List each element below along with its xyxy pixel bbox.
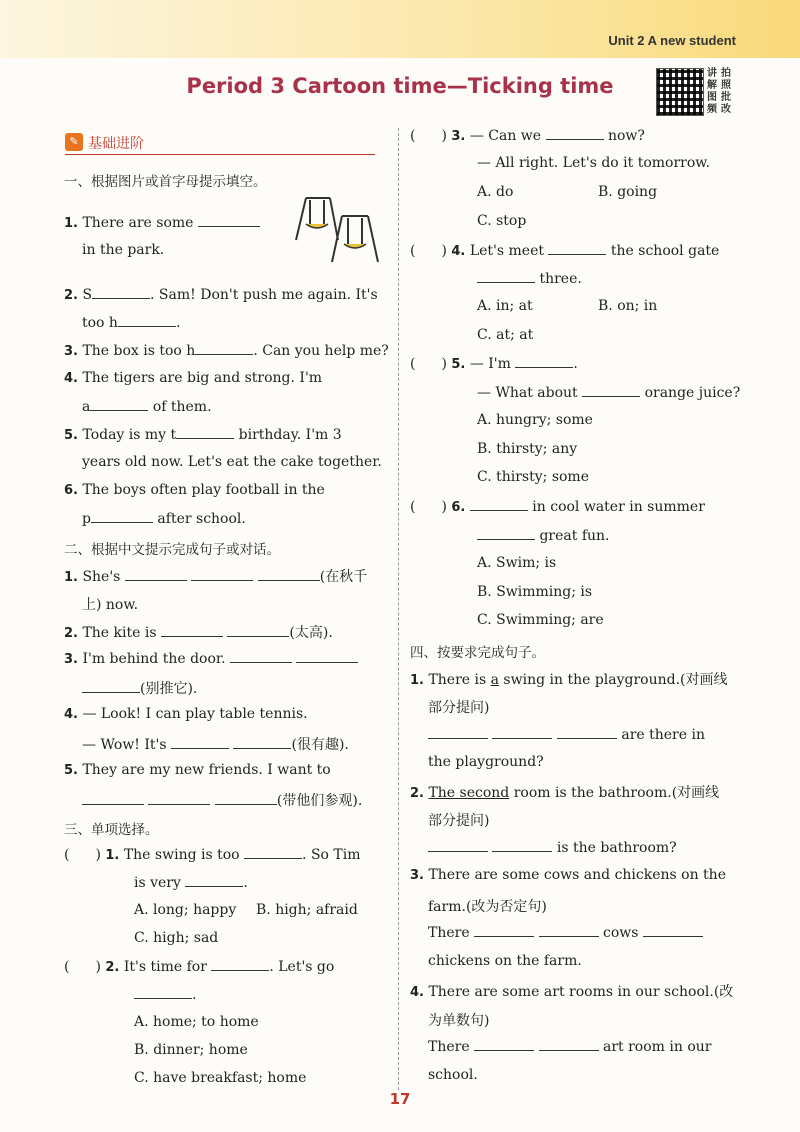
p2-q5: 5. They are my new friends. I want to xyxy=(64,762,331,778)
p3-q5-opt-a[interactable]: A. hungry; some xyxy=(477,412,593,428)
p3-q1-opt-b[interactable]: B. high; afraid xyxy=(256,902,358,918)
p4-q2-cont: 部分提问) xyxy=(428,813,490,829)
blank[interactable] xyxy=(548,242,606,255)
p3-q5-opt-b[interactable]: B. thirsty; any xyxy=(477,441,578,457)
p1-q1: 1. There are some xyxy=(64,214,260,231)
blank[interactable] xyxy=(557,726,617,739)
blank[interactable] xyxy=(477,527,535,540)
p1-q6-cont: p after school. xyxy=(82,511,246,527)
blank[interactable] xyxy=(582,384,640,397)
blank[interactable] xyxy=(546,127,604,140)
p1-q2-cont: too h . xyxy=(82,315,181,331)
blank[interactable] xyxy=(492,839,552,852)
p1-q5-cont: years old now. Let's eat the cake together. xyxy=(82,454,382,470)
p1-q5: 5. Today is my t birthday. I'm 3 xyxy=(64,427,342,443)
p1-q1-cont: in the park. xyxy=(82,242,165,258)
p4-q4-cont: 为单数句) xyxy=(428,1013,490,1029)
part3-heading: 三、单项选择。 xyxy=(64,822,159,838)
page-number: 17 xyxy=(389,1090,411,1108)
p3-q5-cont: — What about orange juice? xyxy=(477,385,741,401)
blank[interactable] xyxy=(539,1038,599,1051)
p3-q2: ( ) 2. It's time for . Let's go xyxy=(64,959,335,975)
p3-q5: ( ) 5. — I'm . xyxy=(410,356,578,372)
p3-q2-cont: . xyxy=(134,986,196,1003)
p4-q1-cont: 部分提问) xyxy=(428,700,490,716)
p3-q1-opt-c[interactable]: C. high; sad xyxy=(134,930,219,946)
p4-q3-cont2: chickens on the farm. xyxy=(428,953,582,969)
p4-q4-cont2: school. xyxy=(428,1067,478,1083)
blank[interactable] xyxy=(539,924,599,937)
p4-q2-answer: is the bathroom? xyxy=(428,839,677,856)
part4-heading: 四、按要求完成句子。 xyxy=(410,645,545,661)
p3-q4: ( ) 4. Let's meet the school gate xyxy=(410,243,720,259)
blank[interactable] xyxy=(474,924,534,937)
section-badge: 基础进阶 xyxy=(88,136,144,152)
p4-q2: 2. The second room is the bathroom.(对画线 xyxy=(410,785,720,801)
p3-q6-opt-b[interactable]: B. Swimming; is xyxy=(477,584,593,600)
p3-q4-opt-c[interactable]: C. at; at xyxy=(477,327,534,343)
p2-q5-cont: (带他们参观). xyxy=(82,790,362,810)
p3-q4-opt-b[interactable]: B. on; in xyxy=(598,298,658,314)
p3-q4-opt-a[interactable]: A. in; at xyxy=(477,298,533,314)
blank[interactable] xyxy=(643,924,703,937)
p4-q4: 4. There are some art rooms in our school.(改 xyxy=(410,984,734,1000)
unit-label: Unit 2 A new student xyxy=(608,33,736,48)
p3-q3-opt-a[interactable]: A. do xyxy=(477,184,514,200)
pencil-icon: ✎ xyxy=(65,133,83,151)
p3-q6-cont: great fun. xyxy=(477,527,609,544)
p4-q1: 1. There is a swing in the playground.(对画线 xyxy=(410,672,728,688)
p3-q3-opt-b[interactable]: B. going xyxy=(598,184,658,200)
p4-q1-answer: are there in xyxy=(428,726,705,743)
p2-q3: 3. I'm behind the door. xyxy=(64,650,358,667)
p2-q4: 4. — Look! I can play table tennis. xyxy=(64,706,308,722)
p3-q1-cont: is very . xyxy=(134,875,248,891)
p4-q3-answer: There cows xyxy=(428,924,703,941)
p3-q2-opt-b[interactable]: B. dinner; home xyxy=(134,1042,248,1058)
part2-heading: 二、根据中文提示完成句子或对话。 xyxy=(64,542,280,558)
p1-q6: 6. The boys often play football in the xyxy=(64,482,325,498)
p3-q4-cont: three. xyxy=(477,270,582,287)
p4-q3: 3. There are some cows and chickens on the xyxy=(410,867,726,883)
p3-q3-opt-c[interactable]: C. stop xyxy=(477,213,527,229)
p1-q4: 4. The tigers are big and strong. I'm xyxy=(64,370,323,386)
p1-q3: 3. The box is too h . Can you help me? xyxy=(64,343,389,359)
p2-q1-cont: 上) now. xyxy=(82,597,139,613)
p4-q4-answer: There art room in our xyxy=(428,1039,712,1055)
p3-q2-opt-c[interactable]: C. have breakfast; home xyxy=(134,1070,307,1086)
p3-q6: ( ) 6. in cool water in summer xyxy=(410,499,705,515)
blank[interactable] xyxy=(428,839,488,852)
qr-label: 讲 拍解 照图 批频 改 xyxy=(707,68,731,115)
p1-q4-cont: a of them. xyxy=(82,399,212,415)
p2-q2: 2. The kite is (太高). xyxy=(64,625,333,641)
p3-q5-opt-c[interactable]: C. thirsty; some xyxy=(477,469,589,485)
p4-q3-cont: farm.(改为否定句) xyxy=(428,899,547,915)
p2-q1: 1. She's (在秋千 xyxy=(64,569,368,585)
p1-q2: 2. S . Sam! Don't push me again. It's xyxy=(64,287,378,303)
p2-q4-cont: — Wow! It's (很有趣). xyxy=(82,737,349,753)
page-title: Period 3 Cartoon time—Ticking time xyxy=(186,74,614,98)
p3-q2-opt-a[interactable]: A. home; to home xyxy=(134,1014,259,1030)
p3-q1: ( ) 1. The swing is too . So Tim xyxy=(64,847,361,863)
p3-q6-opt-a[interactable]: A. Swim; is xyxy=(477,555,557,571)
p4-q1-cont2: the playground? xyxy=(428,754,544,770)
blank[interactable] xyxy=(474,1038,534,1051)
p2-q3-cont: (别推它). xyxy=(82,678,197,698)
p3-q6-opt-c[interactable]: C. Swimming; are xyxy=(477,612,604,628)
blank[interactable] xyxy=(428,726,488,739)
p3-q3-cont: — All right. Let's do it tomorrow. xyxy=(477,155,711,171)
blank[interactable] xyxy=(477,270,535,283)
p3-q1-opt-a[interactable]: A. long; happy xyxy=(134,902,237,918)
blank[interactable] xyxy=(492,726,552,739)
p3-q3: ( ) 3. — Can we now? xyxy=(410,128,645,144)
part1-heading: 一、根据图片或首字母提示填空。 xyxy=(64,174,267,190)
blank[interactable] xyxy=(470,498,528,511)
blank[interactable] xyxy=(515,355,573,368)
